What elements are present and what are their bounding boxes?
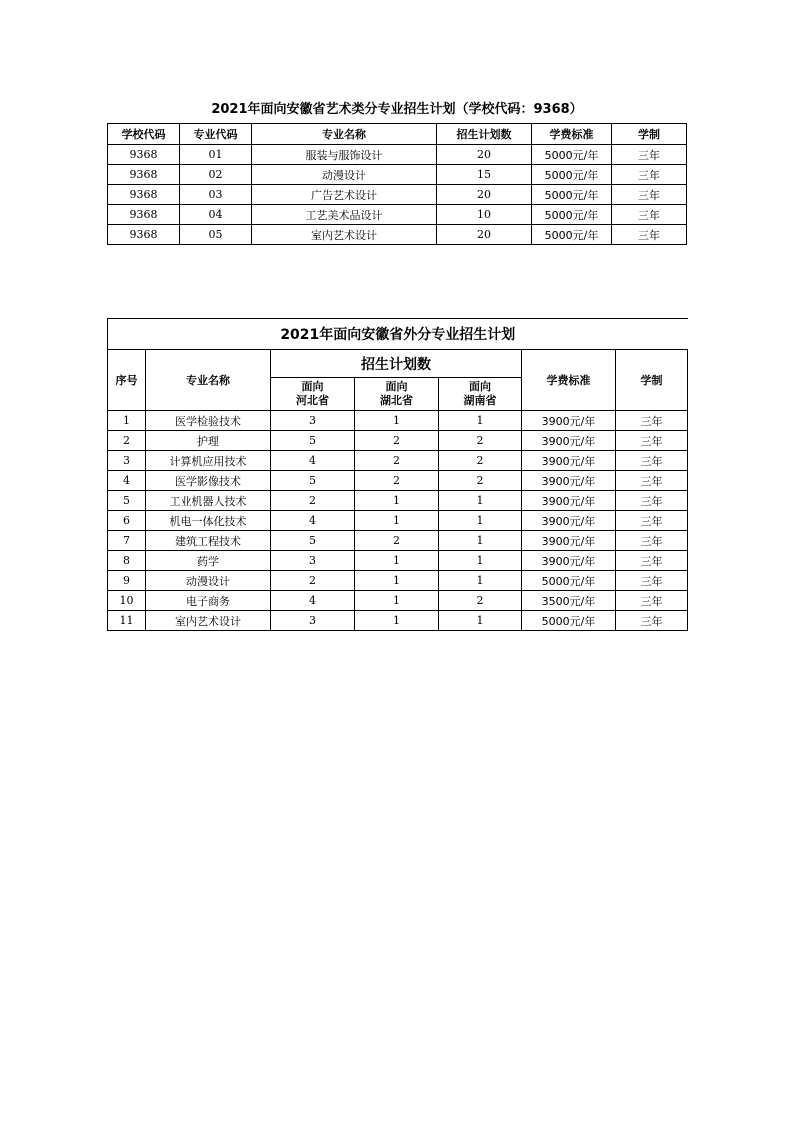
hunan-count-cell: 2 [439,591,522,611]
duration-cell: 三年 [616,431,688,451]
major-name-cell: 药学 [146,551,271,571]
duration-cell: 三年 [616,451,688,471]
seq-cell: 6 [108,511,146,531]
major-code-header: 专业代码 [180,124,252,145]
tuition-cell: 3900元/年 [522,531,616,551]
school-code-cell: 9368 [108,185,180,205]
major-name-header: 专业名称 [146,350,271,411]
hebei-count-cell: 3 [271,611,355,631]
table-row [108,531,688,551]
duration-cell: 三年 [616,471,688,491]
major-code-cell: 02 [180,165,252,185]
seq-cell: 2 [108,431,146,451]
tuition-header: 学费标准 [522,350,616,411]
major-name-cell: 服装与服饰设计 [252,145,437,165]
duration-cell: 三年 [616,591,688,611]
table-row [108,491,688,511]
seq-cell: 11 [108,611,146,631]
duration-cell: 三年 [616,551,688,571]
hubei-count-cell: 1 [355,551,439,571]
major-name-cell: 动漫设计 [252,165,437,185]
hunan-count-cell: 2 [439,471,522,491]
hebei-count-cell: 5 [271,471,355,491]
seq-cell: 5 [108,491,146,511]
school-code-cell: 9368 [108,145,180,165]
hebei-count-cell: 5 [271,531,355,551]
hunan-count-cell: 1 [439,571,522,591]
major-name-cell: 计算机应用技术 [146,451,271,471]
hunan-count-cell: 2 [439,431,522,451]
duration-cell: 三年 [616,531,688,551]
duration-cell: 三年 [612,145,687,165]
tuition-cell: 3900元/年 [522,411,616,431]
out-of-province-plan-title: 2021年面向安徽省外分专业招生计划 [108,319,688,350]
hubei-count-cell: 1 [355,571,439,591]
hunan-count-cell: 2 [439,451,522,471]
hebei-count-cell: 2 [271,571,355,591]
table-row [108,411,688,431]
tuition-cell: 5000元/年 [522,611,616,631]
tuition-cell: 3500元/年 [522,591,616,611]
tuition-cell: 5000元/年 [532,225,612,245]
hebei-header: 面向 河北省 [271,378,355,411]
major-name-cell: 建筑工程技术 [146,531,271,551]
duration-cell: 三年 [616,411,688,431]
table-row [108,591,688,611]
art-plan-title: 2021年面向安徽省艺术类分专业招生计划（学校代码：9368） [211,102,583,117]
tuition-header: 学费标准 [532,124,612,145]
hubei-header: 面向 湖北省 [355,378,439,411]
table-row [108,571,688,591]
seq-cell: 9 [108,571,146,591]
seq-cell: 8 [108,551,146,571]
major-name-cell: 机电一体化技术 [146,511,271,531]
hubei-count-cell: 1 [355,491,439,511]
hebei-count-cell: 3 [271,551,355,571]
major-name-cell: 动漫设计 [146,571,271,591]
hubei-count-cell: 1 [355,611,439,631]
duration-cell: 三年 [616,611,688,631]
duration-header: 学制 [616,350,688,411]
major-name-cell: 护理 [146,431,271,451]
hebei-count-cell: 5 [271,431,355,451]
major-name-cell: 医学影像技术 [146,471,271,491]
table-row [108,205,687,225]
table-row [108,165,687,185]
tuition-cell: 3900元/年 [522,511,616,531]
seq-cell: 1 [108,411,146,431]
hunan-count-cell: 1 [439,531,522,551]
major-code-cell: 05 [180,225,252,245]
plan-count-cell: 20 [437,225,532,245]
table-row [108,511,688,531]
tuition-cell: 3900元/年 [522,491,616,511]
major-name-cell: 电子商务 [146,591,271,611]
table-row [108,225,687,245]
plan-count-header: 招生计划数 [271,350,522,378]
major-name-cell: 室内艺术设计 [252,225,437,245]
table-row [108,451,688,471]
hubei-count-cell: 2 [355,471,439,491]
tuition-cell: 5000元/年 [532,145,612,165]
duration-cell: 三年 [616,511,688,531]
tuition-cell: 3900元/年 [522,471,616,491]
plan-count-header: 招生计划数 [437,124,532,145]
hunan-count-cell: 1 [439,411,522,431]
hunan-count-cell: 1 [439,511,522,531]
school-code-header: 学校代码 [108,124,180,145]
table-row [108,185,687,205]
hebei-count-cell: 4 [271,591,355,611]
duration-header: 学制 [612,124,687,145]
art-plan-table [107,123,687,245]
tuition-cell: 3900元/年 [522,551,616,571]
major-name-header: 专业名称 [252,124,437,145]
school-code-cell: 9368 [108,165,180,185]
seq-cell: 10 [108,591,146,611]
out-of-province-header-row [108,350,688,378]
table-row [108,551,688,571]
hubei-count-cell: 2 [355,531,439,551]
major-name-cell: 医学检验技术 [146,411,271,431]
major-name-cell: 工业机器人技术 [146,491,271,511]
major-code-cell: 01 [180,145,252,165]
table-row [108,471,688,491]
plan-count-cell: 10 [437,205,532,225]
plan-count-cell: 15 [437,165,532,185]
major-name-cell: 工艺美术品设计 [252,205,437,225]
seq-cell: 4 [108,471,146,491]
table-row [108,431,688,451]
tuition-cell: 5000元/年 [522,571,616,591]
hunan-header: 面向 湖南省 [439,378,522,411]
hubei-count-cell: 1 [355,511,439,531]
out-of-province-plan-table [107,318,688,631]
tuition-cell: 5000元/年 [532,205,612,225]
hunan-count-cell: 1 [439,611,522,631]
seq-header: 序号 [108,350,146,411]
hebei-count-cell: 4 [271,451,355,471]
duration-cell: 三年 [612,225,687,245]
hebei-count-cell: 4 [271,511,355,531]
school-code-cell: 9368 [108,205,180,225]
hunan-count-cell: 1 [439,491,522,511]
hubei-count-cell: 1 [355,591,439,611]
hebei-count-cell: 2 [271,491,355,511]
hubei-count-cell: 1 [355,411,439,431]
tuition-cell: 5000元/年 [532,185,612,205]
duration-cell: 三年 [616,571,688,591]
tuition-cell: 3900元/年 [522,451,616,471]
duration-cell: 三年 [612,165,687,185]
seq-cell: 7 [108,531,146,551]
table-row [108,145,687,165]
duration-cell: 三年 [616,491,688,511]
hunan-count-cell: 1 [439,551,522,571]
major-code-cell: 03 [180,185,252,205]
art-plan-header-row [108,124,687,145]
table-row [108,611,688,631]
duration-cell: 三年 [612,185,687,205]
plan-count-cell: 20 [437,185,532,205]
school-code-cell: 9368 [108,225,180,245]
tuition-cell: 5000元/年 [532,165,612,185]
major-name-cell: 广告艺术设计 [252,185,437,205]
major-code-cell: 04 [180,205,252,225]
hubei-count-cell: 2 [355,431,439,451]
hebei-count-cell: 3 [271,411,355,431]
duration-cell: 三年 [612,205,687,225]
seq-cell: 3 [108,451,146,471]
tuition-cell: 3900元/年 [522,431,616,451]
hubei-count-cell: 2 [355,451,439,471]
plan-count-cell: 20 [437,145,532,165]
major-name-cell: 室内艺术设计 [146,611,271,631]
